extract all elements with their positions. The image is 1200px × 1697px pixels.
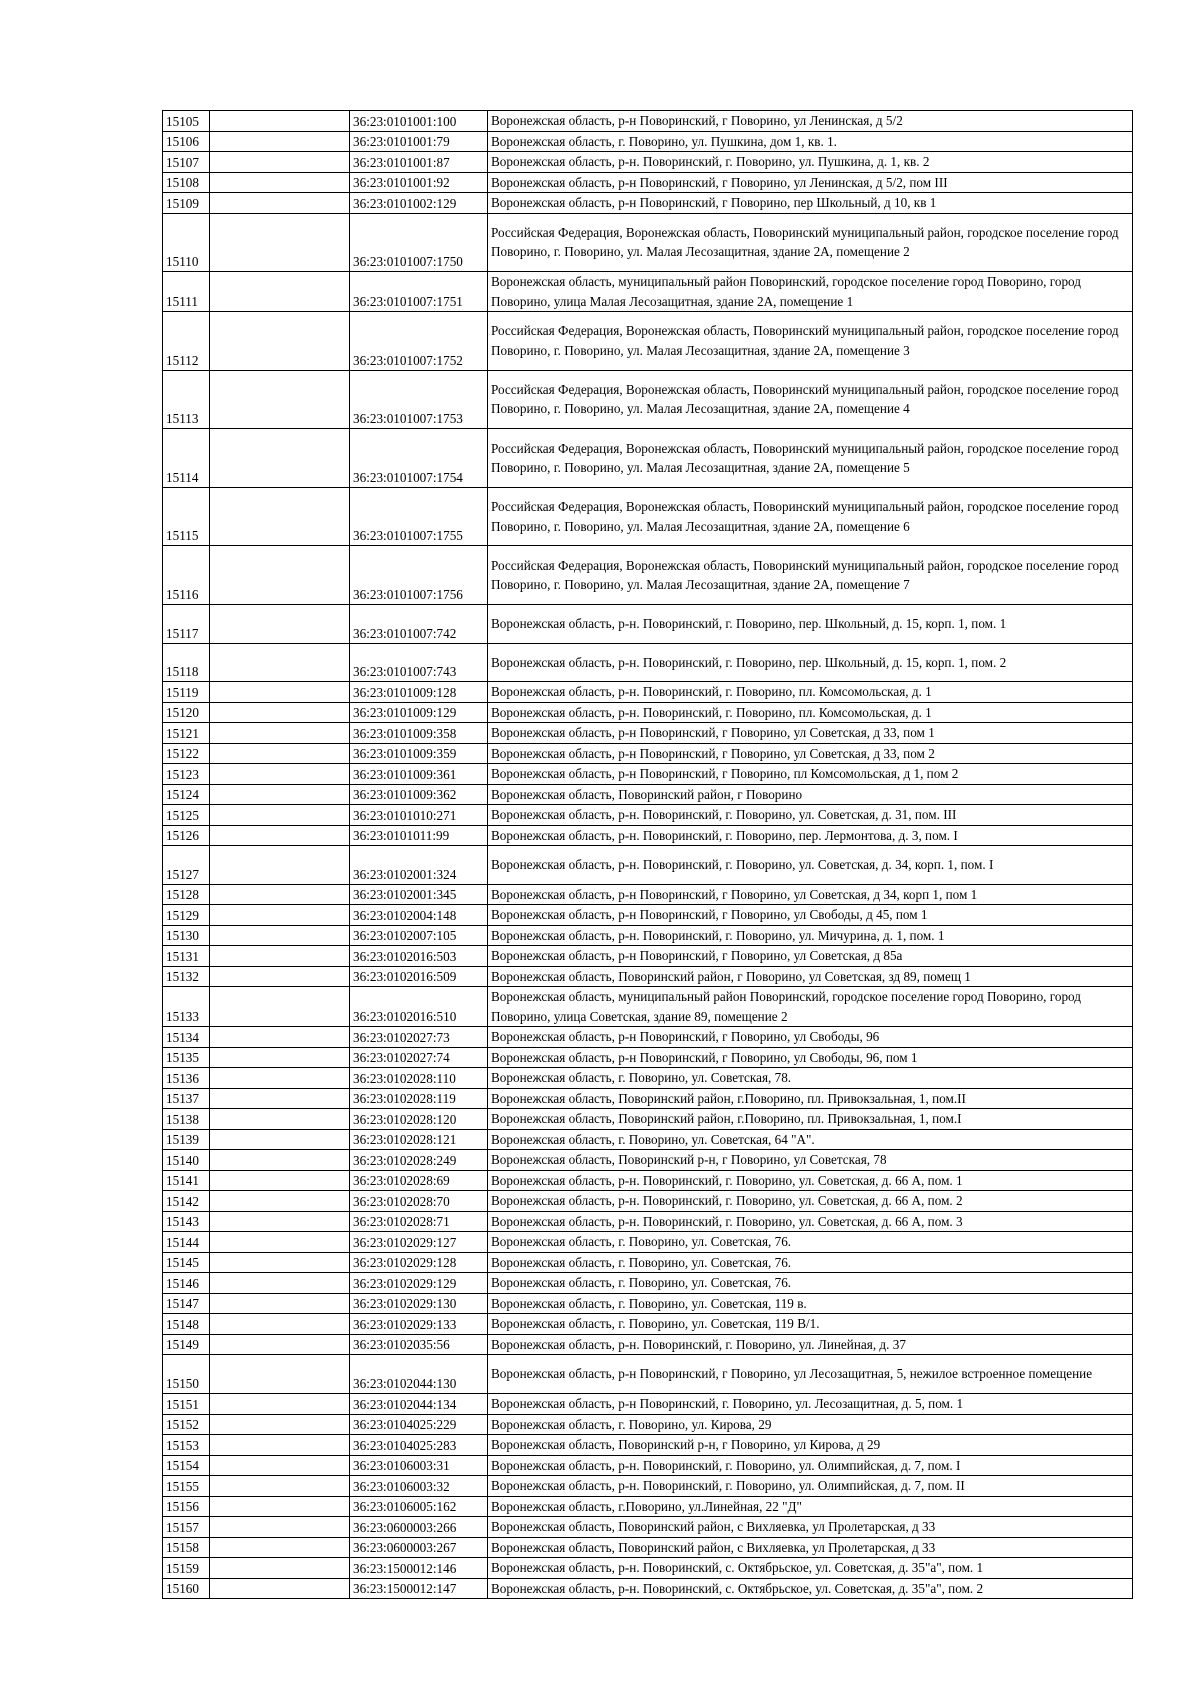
address: Воронежская область, Поворинский р-н, г Поворино, ул Советская, 78: [488, 1150, 1133, 1171]
table-row: [163, 213, 1133, 272]
cadastral-number: 36:23:0106003:31: [350, 1455, 488, 1476]
table-row: [163, 1129, 1133, 1150]
blank-cell: [210, 805, 350, 826]
row-number: 15122: [163, 743, 210, 764]
row-number: 15123: [163, 764, 210, 785]
table-row: [163, 1435, 1133, 1456]
address: Российская Федерация, Воронежская область, Поворинский муниципальный район, городское поселение город Поворино, г. Поворино, ул. Малая Лесозащитная, здание 2А, помещение 7: [488, 546, 1133, 605]
blank-cell: [210, 987, 350, 1027]
table-row: [163, 1355, 1133, 1394]
cadastral-number: 36:23:0101007:1753: [350, 370, 488, 429]
address: Воронежская область, р-н Поворинский, г Поворино, ул Советская, д 85а: [488, 946, 1133, 967]
row-number: 15150: [163, 1355, 210, 1394]
blank-cell: [210, 1191, 350, 1212]
table-row: [163, 846, 1133, 885]
blank-cell: [210, 846, 350, 885]
blank-cell: [210, 213, 350, 272]
table-row: [163, 193, 1133, 214]
address: Российская Федерация, Воронежская область, Поворинский муниципальный район, городское поселение город Поворино, г. Поворино, ул. Малая Лесозащитная, здание 2А, помещение 2: [488, 213, 1133, 272]
address: Воронежская область, г. Поворино, ул. Советская, 76.: [488, 1252, 1133, 1273]
address: Воронежская область, Поворинский район, с Вихляевка, ул Пролетарская, д 33: [488, 1537, 1133, 1558]
table-row: [163, 1314, 1133, 1335]
cadastral-number: 36:23:0101001:92: [350, 172, 488, 193]
row-number: 15121: [163, 723, 210, 744]
blank-cell: [210, 1150, 350, 1171]
cadastral-number: 36:23:0101009:128: [350, 682, 488, 703]
table-row: [163, 370, 1133, 429]
address: Воронежская область, г. Поворино, ул. Советская, 119 в.: [488, 1293, 1133, 1314]
blank-cell: [210, 905, 350, 926]
cadastral-number: 36:23:0104025:229: [350, 1414, 488, 1435]
address: Воронежская область, р-н Поворинский, г Поворино, ул Советская, д 34, корп 1, пом 1: [488, 884, 1133, 905]
table-row: [163, 1232, 1133, 1253]
row-number: 15129: [163, 905, 210, 926]
cadastral-number: 36:23:0106005:162: [350, 1496, 488, 1517]
row-number: 15159: [163, 1558, 210, 1579]
table-row: [163, 1027, 1133, 1048]
row-number: 15119: [163, 682, 210, 703]
table-row: [163, 987, 1133, 1027]
address: Воронежская область, р-н. Поворинский, г. Поворино, ул. Олимпийская, д. 7, пом. I: [488, 1455, 1133, 1476]
row-number: 15134: [163, 1027, 210, 1048]
blank-cell: [210, 682, 350, 703]
table-row: [163, 682, 1133, 703]
row-number: 15160: [163, 1578, 210, 1599]
table-row: [163, 487, 1133, 546]
row-number: 15148: [163, 1314, 210, 1335]
blank-cell: [210, 723, 350, 744]
cadastral-number: 36:23:0101011:99: [350, 825, 488, 846]
blank-cell: [210, 1537, 350, 1558]
blank-cell: [210, 1455, 350, 1476]
table-row: [163, 1455, 1133, 1476]
address: Воронежская область, р-н Поворинский, г Поворино, ул Ленинская, д 5/2: [488, 111, 1133, 132]
row-number: 15139: [163, 1129, 210, 1150]
table-row: [163, 723, 1133, 744]
table-row: [163, 1211, 1133, 1232]
blank-cell: [210, 1517, 350, 1538]
row-number: 15158: [163, 1537, 210, 1558]
address: Российская Федерация, Воронежская область, Поворинский муниципальный район, городское поселение город Поворино, г. Поворино, ул. Малая Лесозащитная, здание 2А, помещение 5: [488, 429, 1133, 488]
cadastral-number: 36:23:0101007:1750: [350, 213, 488, 272]
table-row: [163, 272, 1133, 312]
row-number: 15140: [163, 1150, 210, 1171]
address: Воронежская область, р-н. Поворинский, г. Поворино, пл. Комсомольская, д. 1: [488, 702, 1133, 723]
table-row: [163, 1578, 1133, 1599]
table-row: [163, 1517, 1133, 1538]
row-number: 15107: [163, 152, 210, 173]
address: Воронежская область, г. Поворино, ул. Советская, 119 В/1.: [488, 1314, 1133, 1335]
address: Воронежская область, р-н. Поворинский, с. Октябрьское, ул. Советская, д. 35"а", пом. 1: [488, 1558, 1133, 1579]
blank-cell: [210, 1252, 350, 1273]
cadastral-number: 36:23:0600003:266: [350, 1517, 488, 1538]
table-row: [163, 172, 1133, 193]
table-row: [163, 764, 1133, 785]
table-row: [163, 111, 1133, 132]
cadastral-number: 36:23:0102028:71: [350, 1211, 488, 1232]
blank-cell: [210, 784, 350, 805]
blank-cell: [210, 825, 350, 846]
blank-cell: [210, 1394, 350, 1415]
row-number: 15135: [163, 1047, 210, 1068]
blank-cell: [210, 429, 350, 488]
cadastral-number: 36:23:0101007:1756: [350, 546, 488, 605]
row-number: 15145: [163, 1252, 210, 1273]
table-row: [163, 1558, 1133, 1579]
address: Воронежская область, Поворинский район, с Вихляевка, ул Пролетарская, д 33: [488, 1517, 1133, 1538]
table-row: [163, 966, 1133, 987]
blank-cell: [210, 1578, 350, 1599]
row-number: 15128: [163, 884, 210, 905]
address: Воронежская область, р-н Поворинский, г. Поворино, ул. Лесозащитная, д. 5, пом. 1: [488, 1394, 1133, 1415]
cadastral-number: 36:23:0102027:73: [350, 1027, 488, 1048]
blank-cell: [210, 1211, 350, 1232]
blank-cell: [210, 152, 350, 173]
address: Воронежская область, р-н Поворинский, г Поворино, ул Свободы, д 45, пом 1: [488, 905, 1133, 926]
row-number: 15156: [163, 1496, 210, 1517]
blank-cell: [210, 1232, 350, 1253]
cadastral-number: 36:23:0101001:100: [350, 111, 488, 132]
table-row: [163, 1252, 1133, 1273]
table-row: [163, 1537, 1133, 1558]
table-row: [163, 825, 1133, 846]
address: Воронежская область, р-н Поворинский, г Поворино, ул Ленинская, д 5/2, пом III: [488, 172, 1133, 193]
cadastral-number: 36:23:0104025:283: [350, 1435, 488, 1456]
row-number: 15124: [163, 784, 210, 805]
blank-cell: [210, 925, 350, 946]
blank-cell: [210, 487, 350, 546]
address: Воронежская область, Поворинский район, г Поворино, ул Советская, зд 89, помещ 1: [488, 966, 1133, 987]
blank-cell: [210, 1170, 350, 1191]
address: Воронежская область, р-н. Поворинский, г. Поворино, пер. Лермонтова, д. 3, пом. I: [488, 825, 1133, 846]
table-row: [163, 743, 1133, 764]
cadastral-number: 36:23:0102029:128: [350, 1252, 488, 1273]
row-number: 15152: [163, 1414, 210, 1435]
row-number: 15146: [163, 1273, 210, 1294]
cadastral-number: 36:23:0101007:742: [350, 605, 488, 644]
cadastral-number: 36:23:0102028:70: [350, 1191, 488, 1212]
address: Воронежская область, г. Поворино, ул. Пушкина, дом 1, кв. 1.: [488, 131, 1133, 152]
blank-cell: [210, 131, 350, 152]
row-number: 15110: [163, 213, 210, 272]
cadastral-number: 36:23:0101007:1751: [350, 272, 488, 312]
address: Воронежская область, Поворинский район, г.Поворино, пл. Привокзальная, 1, пом.II: [488, 1088, 1133, 1109]
address: Воронежская область, р-н. Поворинский, г. Поворино, ул. Линейная, д. 37: [488, 1334, 1133, 1355]
address: Воронежская область, р-н Поворинский, г Поворино, ул Свободы, 96, пом 1: [488, 1047, 1133, 1068]
row-number: 15114: [163, 429, 210, 488]
cadastral-number: 36:23:0102029:133: [350, 1314, 488, 1335]
table-row: [163, 805, 1133, 826]
table-row: [163, 925, 1133, 946]
cadastral-number: 36:23:0106003:32: [350, 1476, 488, 1497]
row-number: 15115: [163, 487, 210, 546]
table-row: [163, 605, 1133, 644]
cadastral-number: 36:23:0102028:110: [350, 1068, 488, 1089]
blank-cell: [210, 1476, 350, 1497]
row-number: 15112: [163, 312, 210, 371]
blank-cell: [210, 1068, 350, 1089]
cadastral-number: 36:23:0101007:1752: [350, 312, 488, 371]
cadastral-number: 36:23:0102028:120: [350, 1109, 488, 1130]
cadastral-number: 36:23:1500012:147: [350, 1578, 488, 1599]
cadastral-number: 36:23:0101002:129: [350, 193, 488, 214]
cadastral-number: 36:23:0102027:74: [350, 1047, 488, 1068]
blank-cell: [210, 946, 350, 967]
table-row: [163, 702, 1133, 723]
row-number: 15153: [163, 1435, 210, 1456]
cadastral-number: 36:23:0102029:129: [350, 1273, 488, 1294]
address: Воронежская область, г. Поворино, ул. Советская, 76.: [488, 1232, 1133, 1253]
row-number: 15149: [163, 1334, 210, 1355]
cadastral-number: 36:23:0102029:130: [350, 1293, 488, 1314]
cadastral-number: 36:23:0101009:129: [350, 702, 488, 723]
cadastral-number: 36:23:0101009:361: [350, 764, 488, 785]
address: Воронежская область, р-н. Поворинский, г. Поворино, ул. Советская, д. 66 А, пом. 2: [488, 1191, 1133, 1212]
table-row: [163, 1293, 1133, 1314]
cadastral-number: 36:23:0102007:105: [350, 925, 488, 946]
cadastral-number: 36:23:0101010:271: [350, 805, 488, 826]
blank-cell: [210, 1496, 350, 1517]
cadastral-number: 36:23:0102029:127: [350, 1232, 488, 1253]
row-number: 15130: [163, 925, 210, 946]
blank-cell: [210, 702, 350, 723]
cadastral-number: 36:23:0102028:69: [350, 1170, 488, 1191]
address: Российская Федерация, Воронежская область, Поворинский муниципальный район, городское поселение город Поворино, г. Поворино, ул. Малая Лесозащитная, здание 2А, помещение 6: [488, 487, 1133, 546]
row-number: 15106: [163, 131, 210, 152]
row-number: 15105: [163, 111, 210, 132]
address: Воронежская область, г. Поворино, ул. Советская, 78.: [488, 1068, 1133, 1089]
table-row: [163, 1047, 1133, 1068]
cadastral-number: 36:23:0102016:510: [350, 987, 488, 1027]
address: Воронежская область, р-н. Поворинский, г. Поворино, ул. Олимпийская, д. 7, пом. II: [488, 1476, 1133, 1497]
row-number: 15142: [163, 1191, 210, 1212]
blank-cell: [210, 605, 350, 644]
blank-cell: [210, 172, 350, 193]
cadastral-number: 36:23:0101001:87: [350, 152, 488, 173]
table-row: [163, 643, 1133, 682]
row-number: 15137: [163, 1088, 210, 1109]
table-row: [163, 1476, 1133, 1497]
cadastral-number: 36:23:0102028:121: [350, 1129, 488, 1150]
blank-cell: [210, 1435, 350, 1456]
table-row: [163, 1088, 1133, 1109]
cadastral-number: 36:23:0600003:267: [350, 1537, 488, 1558]
row-number: 15143: [163, 1211, 210, 1232]
address: Воронежская область, Поворинский район, г Поворино: [488, 784, 1133, 805]
blank-cell: [210, 1047, 350, 1068]
table-row: [163, 546, 1133, 605]
address: Воронежская область, р-н Поворинский, г Поворино, пер Школьный, д 10, кв 1: [488, 193, 1133, 214]
row-number: 15141: [163, 1170, 210, 1191]
table-row: [163, 1496, 1133, 1517]
cadastral-number: 36:23:0102016:509: [350, 966, 488, 987]
row-number: 15157: [163, 1517, 210, 1538]
address: Воронежская область, г. Поворино, ул. Кирова, 29: [488, 1414, 1133, 1435]
cadastral-number: 36:23:0101007:1754: [350, 429, 488, 488]
table-row: [163, 1394, 1133, 1415]
row-number: 15126: [163, 825, 210, 846]
address: Воронежская область, р-н. Поворинский, г. Поворино, пер. Школьный, д. 15, корп. 1, пом. 1: [488, 605, 1133, 644]
address: Воронежская область, муниципальный район Поворинский, городское поселение город Поворино, город Поворино, улица Малая Лесозащитная, здание 2А, помещение 1: [488, 272, 1133, 312]
blank-cell: [210, 193, 350, 214]
table-row: [163, 429, 1133, 488]
cadastral-number: 36:23:0102035:56: [350, 1334, 488, 1355]
cadastral-number: 36:23:0102044:134: [350, 1394, 488, 1415]
address: Российская Федерация, Воронежская область, Поворинский муниципальный район, городское поселение город Поворино, г. Поворино, ул. Малая Лесозащитная, здание 2А, помещение 3: [488, 312, 1133, 371]
blank-cell: [210, 1027, 350, 1048]
table-row: [163, 1334, 1133, 1355]
row-number: 15109: [163, 193, 210, 214]
blank-cell: [210, 643, 350, 682]
row-number: 15111: [163, 272, 210, 312]
table-row: [163, 152, 1133, 173]
address: Воронежская область, р-н. Поворинский, с. Октябрьское, ул. Советская, д. 35"а", пом. 2: [488, 1578, 1133, 1599]
blank-cell: [210, 1558, 350, 1579]
blank-cell: [210, 1109, 350, 1130]
cadastral-number: 36:23:0101009:359: [350, 743, 488, 764]
row-number: 15108: [163, 172, 210, 193]
blank-cell: [210, 111, 350, 132]
table-row: [163, 905, 1133, 926]
row-number: 15120: [163, 702, 210, 723]
blank-cell: [210, 1273, 350, 1294]
address: Воронежская область, Поворинский р-н, г Поворино, ул Кирова, д 29: [488, 1435, 1133, 1456]
cadastral-number: 36:23:0102028:249: [350, 1150, 488, 1171]
row-number: 15144: [163, 1232, 210, 1253]
cadastral-number: 36:23:0102044:130: [350, 1355, 488, 1394]
address: Воронежская область, р-н. Поворинский, г. Поворино, ул. Пушкина, д. 1, кв. 2: [488, 152, 1133, 173]
table-row: [163, 1191, 1133, 1212]
property-table: [162, 110, 1133, 1599]
table-row: [163, 1109, 1133, 1130]
blank-cell: [210, 966, 350, 987]
row-number: 15155: [163, 1476, 210, 1497]
blank-cell: [210, 1355, 350, 1394]
address: Воронежская область, р-н Поворинский, г Поворино, ул Свободы, 96: [488, 1027, 1133, 1048]
blank-cell: [210, 764, 350, 785]
blank-cell: [210, 884, 350, 905]
blank-cell: [210, 272, 350, 312]
address: Воронежская область, муниципальный район Поворинский, городское поселение город Поворино, город Поворино, улица Советская, здание 89, помещение 2: [488, 987, 1133, 1027]
cadastral-number: 36:23:0101007:1755: [350, 487, 488, 546]
blank-cell: [210, 1293, 350, 1314]
table-row: [163, 131, 1133, 152]
address: Воронежская область, р-н. Поворинский, г. Поворино, пл. Комсомольская, д. 1: [488, 682, 1133, 703]
row-number: 15132: [163, 966, 210, 987]
row-number: 15116: [163, 546, 210, 605]
table-row: [163, 1170, 1133, 1191]
address: Воронежская область, р-н Поворинский, г Поворино, пл Комсомольская, д 1, пом 2: [488, 764, 1133, 785]
row-number: 15117: [163, 605, 210, 644]
blank-cell: [210, 1334, 350, 1355]
table-row: [163, 1150, 1133, 1171]
address: Воронежская область, р-н. Поворинский, г. Поворино, ул. Советская, д. 66 А, пом. 1: [488, 1170, 1133, 1191]
blank-cell: [210, 1314, 350, 1335]
table-row: [163, 1068, 1133, 1089]
row-number: 15118: [163, 643, 210, 682]
cadastral-number: 36:23:0102001:324: [350, 846, 488, 885]
table-row: [163, 312, 1133, 371]
address: Воронежская область, р-н. Поворинский, г. Поворино, ул. Советская, д. 66 А, пом. 3: [488, 1211, 1133, 1232]
blank-cell: [210, 743, 350, 764]
cadastral-number: 36:23:0101001:79: [350, 131, 488, 152]
row-number: 15125: [163, 805, 210, 826]
blank-cell: [210, 312, 350, 371]
table-row: [163, 784, 1133, 805]
row-number: 15136: [163, 1068, 210, 1089]
row-number: 15138: [163, 1109, 210, 1130]
address: Воронежская область, р-н. Поворинский, г. Поворино, ул. Советская, д. 31, пом. III: [488, 805, 1133, 826]
address: Воронежская область, Поворинский район, г.Поворино, пл. Привокзальная, 1, пом.I: [488, 1109, 1133, 1130]
address: Воронежская область, г. Поворино, ул. Советская, 64 "А".: [488, 1129, 1133, 1150]
blank-cell: [210, 1088, 350, 1109]
address: Воронежская область, р-н Поворинский, г Поворино, ул Лесозащитная, 5, нежилое встроенное помещение: [488, 1355, 1133, 1394]
row-number: 15151: [163, 1394, 210, 1415]
blank-cell: [210, 1414, 350, 1435]
row-number: 15154: [163, 1455, 210, 1476]
table-row: [163, 1414, 1133, 1435]
row-number: 15113: [163, 370, 210, 429]
row-number: 15127: [163, 846, 210, 885]
address: Российская Федерация, Воронежская область, Поворинский муниципальный район, городское поселение город Поворино, г. Поворино, ул. Малая Лесозащитная, здание 2А, помещение 4: [488, 370, 1133, 429]
address: Воронежская область, р-н. Поворинский, г. Поворино, ул. Советская, д. 34, корп. 1, пом. I: [488, 846, 1133, 885]
address: Воронежская область, р-н Поворинский, г Поворино, ул Советская, д 33, пом 1: [488, 723, 1133, 744]
cadastral-number: 36:23:1500012:146: [350, 1558, 488, 1579]
cadastral-number: 36:23:0101007:743: [350, 643, 488, 682]
cadastral-number: 36:23:0101009:358: [350, 723, 488, 744]
blank-cell: [210, 1129, 350, 1150]
cadastral-number: 36:23:0102004:148: [350, 905, 488, 926]
address: Воронежская область, г.Поворино, ул.Линейная, 22 "Д": [488, 1496, 1133, 1517]
table-row: [163, 946, 1133, 967]
blank-cell: [210, 370, 350, 429]
cadastral-number: 36:23:0102016:503: [350, 946, 488, 967]
table-row: [163, 884, 1133, 905]
row-number: 15147: [163, 1293, 210, 1314]
address: Воронежская область, р-н. Поворинский, г. Поворино, ул. Мичурина, д. 1, пом. 1: [488, 925, 1133, 946]
blank-cell: [210, 546, 350, 605]
cadastral-number: 36:23:0102001:345: [350, 884, 488, 905]
address: Воронежская область, р-н Поворинский, г Поворино, ул Советская, д 33, пом 2: [488, 743, 1133, 764]
row-number: 15133: [163, 987, 210, 1027]
cadastral-number: 36:23:0102028:119: [350, 1088, 488, 1109]
address: Воронежская область, р-н. Поворинский, г. Поворино, пер. Школьный, д. 15, корп. 1, пом. 2: [488, 643, 1133, 682]
table-body: [163, 111, 1133, 1599]
cadastral-number: 36:23:0101009:362: [350, 784, 488, 805]
table-row: [163, 1273, 1133, 1294]
row-number: 15131: [163, 946, 210, 967]
address: Воронежская область, г. Поворино, ул. Советская, 76.: [488, 1273, 1133, 1294]
